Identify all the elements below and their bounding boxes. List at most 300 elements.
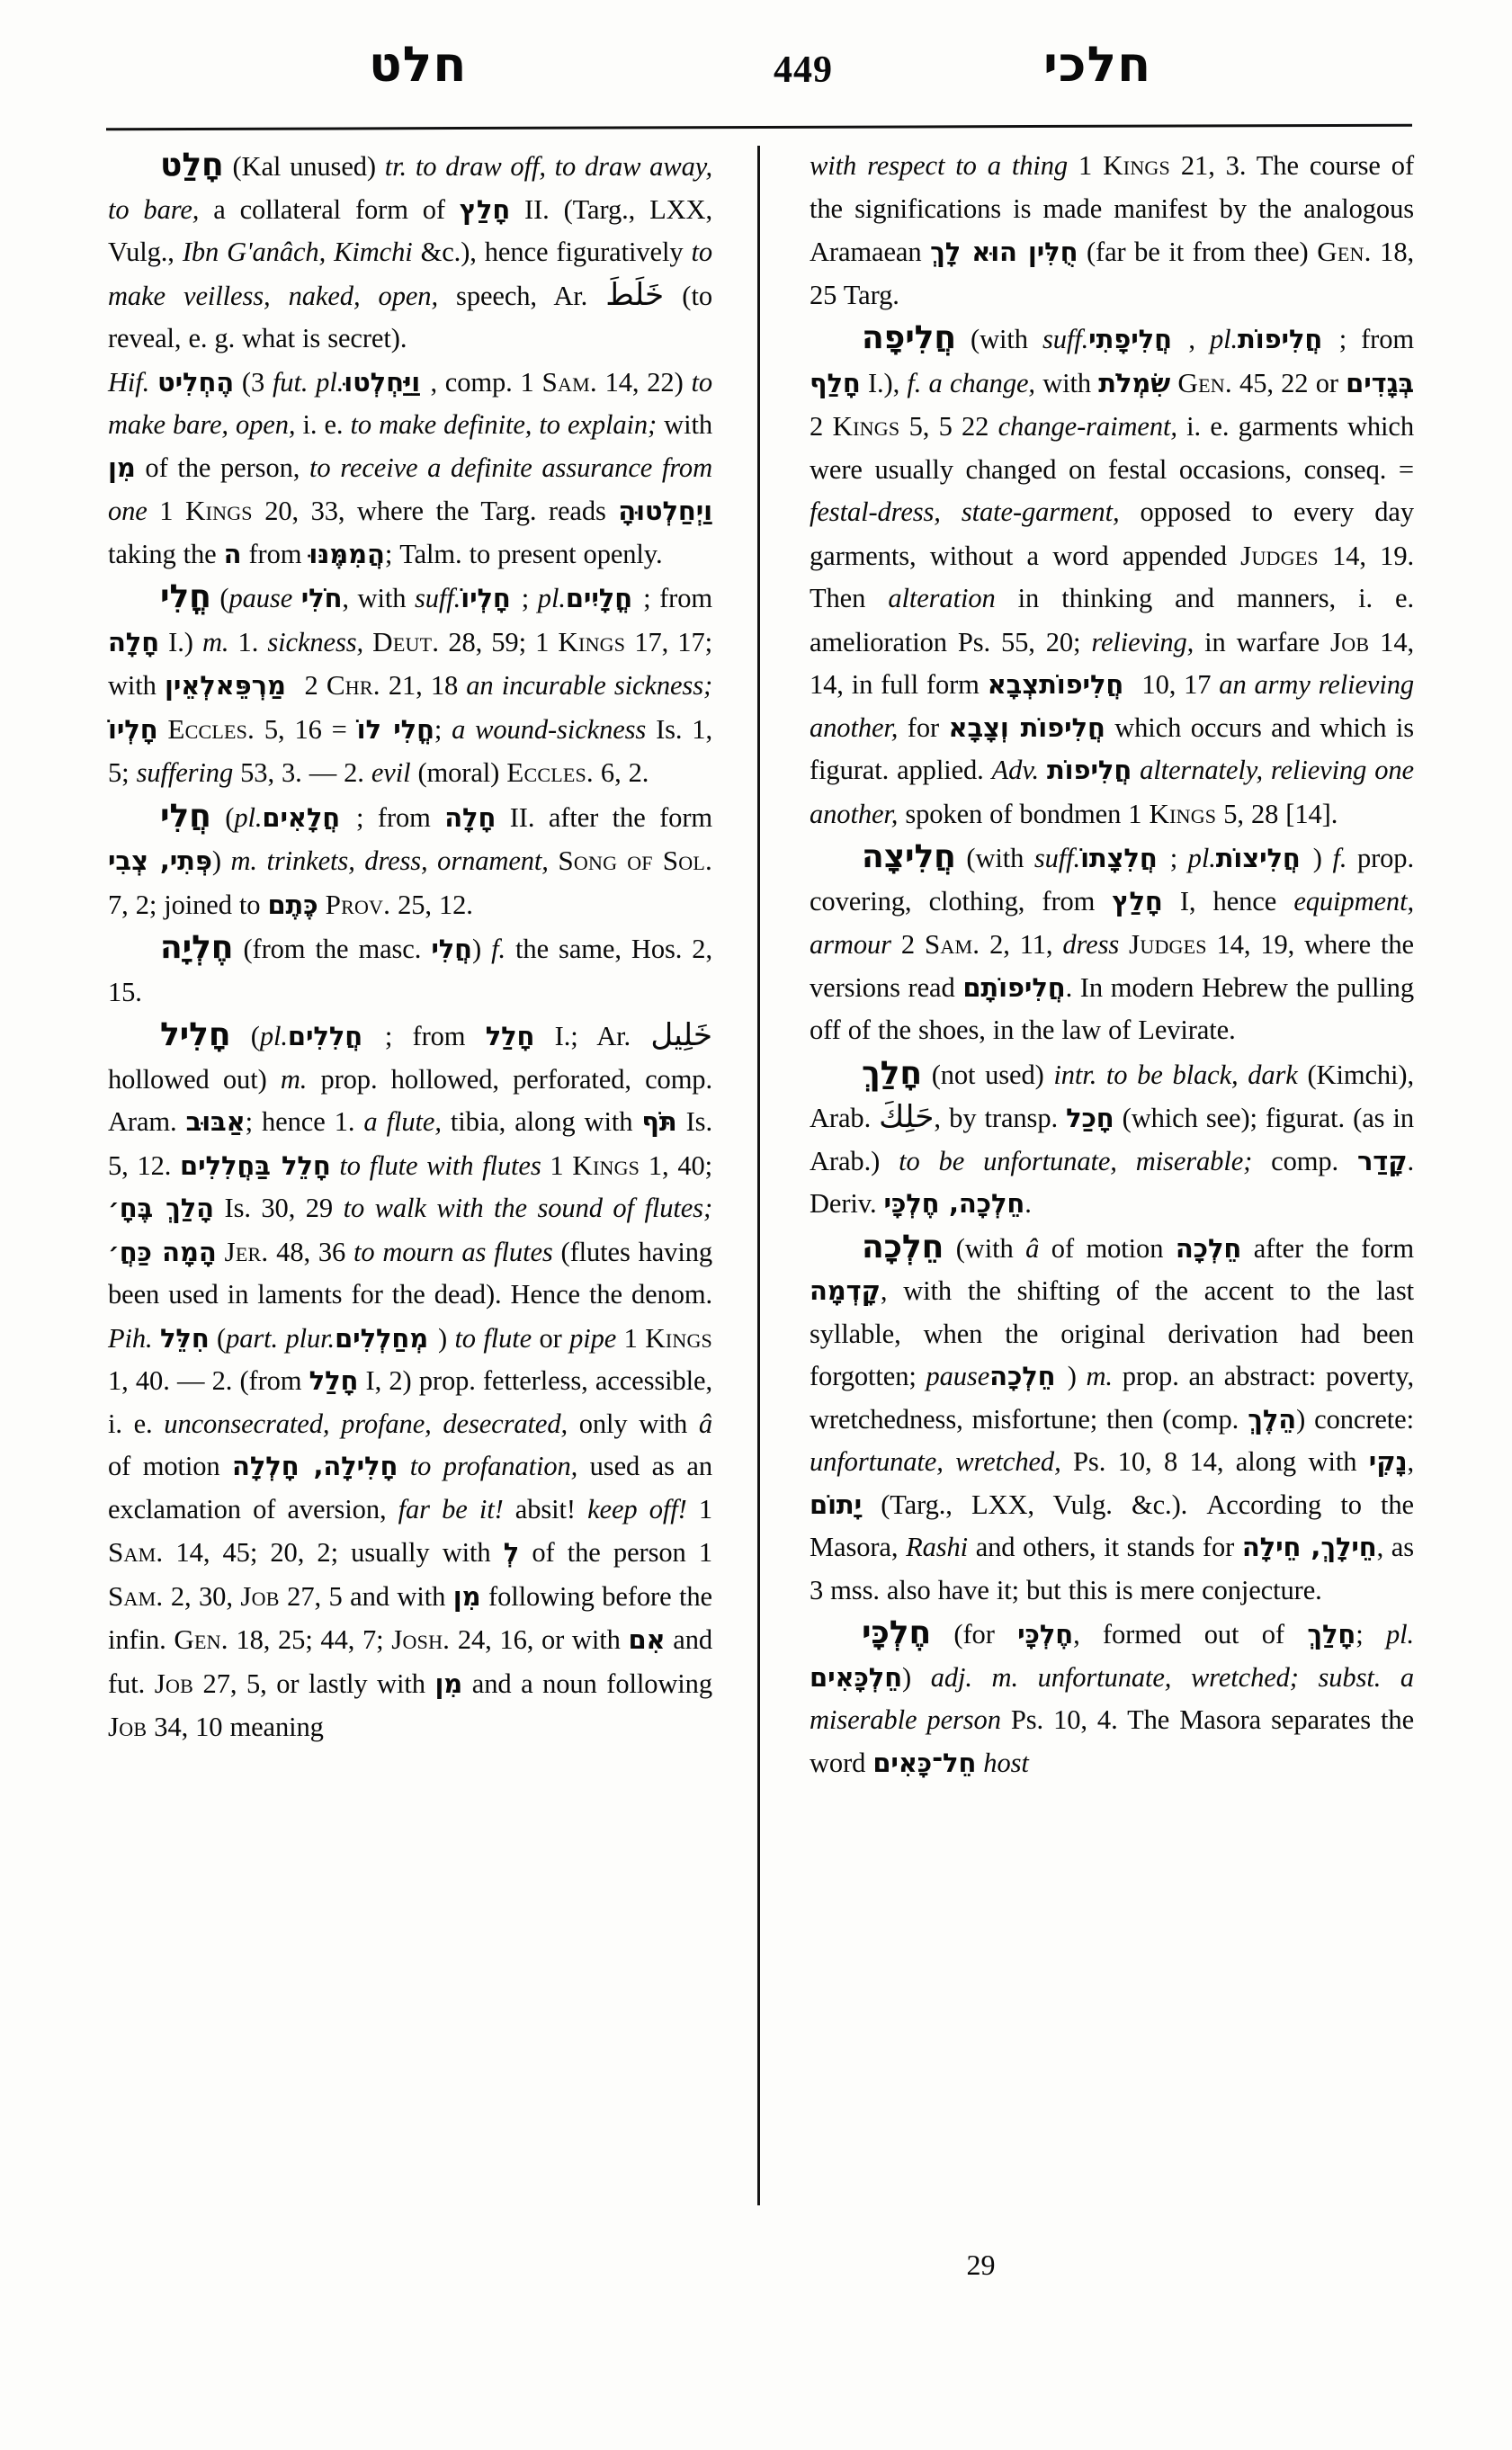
body-text: a collateral form of bbox=[199, 193, 460, 225]
dictionary-entry bbox=[108, 795, 712, 927]
gloss-text: f. a change, bbox=[907, 367, 1035, 398]
gloss-text: f. bbox=[491, 934, 505, 964]
hebrew-word: פְּתִי, צְבִי bbox=[108, 845, 212, 876]
hebrew-word: יָתוֹם bbox=[810, 1489, 863, 1520]
body-text bbox=[158, 714, 168, 745]
gloss-text: tr. to draw off, to draw away, to bare, bbox=[108, 151, 712, 225]
hebrew-word: הָלַךְ בֶּחָ׳ bbox=[108, 1193, 214, 1223]
gloss-text: a wound-sickness bbox=[452, 713, 647, 745]
body-text: spoken of bondmen 1 bbox=[898, 798, 1150, 829]
hebrew-word: חֳלָיִים bbox=[565, 583, 644, 613]
body-text: 1, 40. — 2. (from bbox=[108, 1365, 309, 1396]
gloss-text: Ibn G'anâch, Kimchi bbox=[182, 237, 413, 267]
body-text: and fut. bbox=[108, 1624, 712, 1699]
body-text: 1 bbox=[686, 1493, 712, 1525]
gloss-text: to flute bbox=[454, 1322, 532, 1354]
scripture-reference: Eccles. bbox=[167, 712, 255, 745]
body-text: 18, 25; 44, 7; bbox=[228, 1624, 392, 1655]
scripture-reference: Deut. bbox=[372, 625, 440, 657]
body-text: 27, 5, or lastly with bbox=[192, 1668, 435, 1699]
body-text bbox=[1119, 929, 1129, 960]
hebrew-word: חָלָה bbox=[444, 801, 497, 833]
gloss-text: pause bbox=[228, 583, 301, 613]
gloss-text: f. bbox=[1332, 843, 1347, 873]
body-text: 14, 22) bbox=[596, 366, 692, 398]
body-text: 10, 17 bbox=[1133, 669, 1220, 700]
gloss-text: to make bare, open, bbox=[108, 366, 712, 440]
gloss-text: with respect to a thing bbox=[810, 150, 1069, 181]
running-head-left-word: חלט bbox=[369, 36, 468, 93]
hebrew-word: חֵלְכָּאִים bbox=[810, 1661, 903, 1693]
hebrew-word: חֲלִצָתוֹ bbox=[1080, 843, 1170, 873]
body-text: ( bbox=[210, 801, 235, 833]
body-text: after the form bbox=[1241, 1232, 1414, 1264]
gloss-text: â bbox=[698, 1408, 712, 1439]
scripture-reference: Kings bbox=[1103, 149, 1170, 181]
scripture-reference: Gen. bbox=[1177, 366, 1232, 398]
hebrew-lemma: חָלַךְ bbox=[862, 1054, 922, 1092]
body-text: ; bbox=[1169, 843, 1188, 873]
hebrew-word: חֲלִיפוֹת bbox=[1046, 755, 1132, 785]
body-text bbox=[217, 1237, 225, 1267]
hebrew-word: חֲלִיפוֹת bbox=[1039, 669, 1134, 700]
scripture-reference: Song of Sol. bbox=[558, 845, 712, 876]
gloss-text: m. bbox=[1086, 1361, 1113, 1391]
body-text: ) bbox=[437, 1322, 455, 1354]
hebrew-word: חֲלִיפָתִי bbox=[1088, 324, 1189, 354]
body-text: with bbox=[657, 409, 712, 440]
body-text: ; from bbox=[384, 1021, 486, 1051]
hebrew-lemma: חֲלִיפָה bbox=[862, 319, 956, 356]
gloss-text: to profanation, bbox=[398, 1451, 578, 1481]
body-text: Is. 30, 29 bbox=[213, 1193, 344, 1223]
hebrew-word: חָלְיוֹ bbox=[461, 583, 522, 613]
body-text: taking the bbox=[108, 538, 224, 569]
body-text: prop. an abstract: poverty, wretchedness, misfortune; then (comp. bbox=[810, 1361, 1414, 1435]
hebrew-word: ה bbox=[223, 538, 242, 569]
body-text: and others, it stands for bbox=[968, 1532, 1242, 1562]
gloss-text: pl. bbox=[234, 801, 263, 833]
body-text: I.), bbox=[860, 367, 908, 398]
body-text: 6, 2. bbox=[593, 757, 649, 788]
hebrew-word: חָלַךְ bbox=[1307, 1619, 1356, 1650]
body-text: II. after the form bbox=[496, 801, 713, 833]
gloss-text: an incurable sickness; bbox=[466, 670, 713, 701]
body-text: ( bbox=[210, 583, 229, 613]
scripture-reference: Eccles. bbox=[506, 756, 594, 788]
gloss-text: Pih. bbox=[108, 1322, 160, 1354]
scripture-reference: Sam. bbox=[108, 1579, 164, 1612]
body-text: only with bbox=[568, 1408, 699, 1439]
hebrew-lemma: חֶלְכָּי bbox=[862, 1614, 932, 1651]
body-text: speech, Ar. bbox=[437, 280, 606, 311]
body-text: hollowed out) bbox=[108, 1063, 281, 1095]
scripture-reference: Josh. bbox=[391, 1623, 451, 1655]
gloss-text: evil bbox=[371, 757, 411, 788]
body-text: , by transp. bbox=[934, 1103, 1067, 1133]
hebrew-word: חֲלִיפוֹתָם bbox=[962, 971, 1066, 1003]
body-text: 53, 3. — 2. bbox=[233, 757, 371, 788]
body-text: comp. bbox=[1252, 1145, 1357, 1176]
body-text: , bbox=[1188, 324, 1210, 354]
body-text: 1. bbox=[228, 626, 268, 657]
gloss-text: unfortunate, wretched, bbox=[810, 1446, 1061, 1477]
body-text: , comp. 1 bbox=[430, 366, 542, 398]
body-text: , bbox=[1407, 1446, 1415, 1477]
hebrew-lemma: חֵלְכָה bbox=[862, 1228, 944, 1265]
body-text: , formed out of bbox=[1073, 1619, 1308, 1650]
hebrew-word: חֲלָאִים bbox=[262, 801, 357, 833]
body-text: absit! bbox=[503, 1493, 588, 1525]
body-text: , as 3 mss. also have it; but this is mere conjecture. bbox=[810, 1532, 1415, 1605]
gloss-text: festal-dress, state-garment, bbox=[810, 496, 1120, 527]
body-text: 18, 25 Targ. bbox=[810, 237, 1414, 310]
dictionary-entry bbox=[810, 836, 1414, 1052]
running-head-right-word: חלכי bbox=[1043, 36, 1152, 93]
body-text: i. e. bbox=[295, 409, 351, 440]
hebrew-word: מְחַלְלִים bbox=[335, 1322, 438, 1354]
hebrew-word: חָלַל bbox=[309, 1365, 359, 1396]
scripture-reference: Kings bbox=[558, 625, 626, 657]
dictionary-entry bbox=[108, 144, 712, 361]
body-text: ) bbox=[211, 845, 231, 876]
hebrew-word: בְּגָדִים bbox=[1346, 367, 1415, 398]
gloss-text: keep off! bbox=[587, 1493, 687, 1525]
gloss-text: â bbox=[1025, 1232, 1040, 1264]
hebrew-word: חָלַל bbox=[485, 1021, 535, 1051]
gloss-text: to mourn as flutes bbox=[353, 1236, 553, 1267]
body-text: for bbox=[898, 711, 949, 743]
hebrew-word: וַיַּחְלְטוּ bbox=[344, 366, 431, 398]
scripture-reference: Job bbox=[108, 1711, 148, 1742]
entry-continuation bbox=[108, 361, 712, 577]
body-text: ; Talm. to present openly. bbox=[384, 538, 663, 569]
gloss-text: pl. bbox=[1385, 1619, 1415, 1650]
scripture-reference: Judges bbox=[1240, 539, 1319, 571]
gloss-text: sickness, bbox=[267, 626, 364, 657]
body-text: or bbox=[532, 1322, 570, 1354]
dictionary-entry bbox=[108, 576, 712, 795]
scripture-reference: Kings bbox=[184, 495, 253, 526]
body-text: 48, 36 bbox=[268, 1236, 354, 1267]
body-text: (Kal unused) bbox=[223, 151, 385, 182]
hebrew-word: חֲלִי bbox=[431, 934, 472, 964]
body-text: Is. 5, 12. bbox=[108, 1106, 712, 1181]
scripture-reference: Kings bbox=[832, 410, 900, 442]
hebrew-word: חֵל־כָּאִים bbox=[872, 1747, 977, 1778]
hebrew-word: חֲלִיפוֹת bbox=[1238, 324, 1339, 354]
body-text: 1 bbox=[616, 1322, 646, 1354]
body-text bbox=[318, 890, 326, 920]
body-text: 25, 12. bbox=[390, 889, 473, 920]
hebrew-lemma: חֲלִי bbox=[160, 797, 211, 835]
gloss-text: m. bbox=[201, 626, 229, 657]
body-text: opposed to every day garments, without a word appended bbox=[810, 496, 1414, 571]
body-text: ; from bbox=[643, 583, 712, 613]
body-text: 34, 10 meaning bbox=[147, 1712, 324, 1742]
body-text: of motion bbox=[1039, 1232, 1176, 1264]
arabic-word: خَلِيل bbox=[650, 1017, 712, 1053]
scripture-reference: Judges bbox=[1129, 928, 1207, 960]
hebrew-word: כֶּתֶם bbox=[267, 889, 318, 920]
hebrew-word: וַיְחַלְטוּהָ bbox=[618, 496, 713, 526]
body-text: in warfare bbox=[1194, 626, 1330, 657]
body-text: of motion bbox=[108, 1451, 233, 1481]
body-text: 5, 28 [14]. bbox=[1216, 798, 1338, 829]
hebrew-word: הֶחְלִיט bbox=[157, 366, 235, 398]
scripture-reference: Prov. bbox=[325, 888, 391, 920]
hebrew-word: אִם bbox=[628, 1624, 666, 1655]
body-text: (with bbox=[955, 324, 1042, 354]
scripture-reference: Sam. bbox=[541, 365, 597, 398]
body-text: Is. 1, 5; bbox=[108, 713, 712, 788]
gloss-text: relieving, bbox=[1091, 626, 1194, 657]
hebrew-word: חֳלִי לוֹ bbox=[356, 713, 434, 745]
gloss-text: alternately, relieving one another, bbox=[810, 755, 1414, 829]
dictionary-entry bbox=[810, 317, 1414, 836]
body-text: of the person, bbox=[135, 452, 309, 483]
gloss-text: a flute, bbox=[363, 1106, 442, 1137]
hebrew-word: חָלְיוֹ bbox=[108, 713, 158, 745]
body-text: tibia, along with bbox=[441, 1106, 642, 1137]
scripture-reference: Chr. bbox=[326, 669, 380, 701]
body-text: 17, 17; with bbox=[108, 626, 712, 701]
body-text: 2, 30, bbox=[163, 1580, 241, 1612]
hebrew-word: חֵלְכָה bbox=[989, 1361, 1068, 1391]
gloss-text: host bbox=[976, 1747, 1029, 1778]
body-text: (flutes having been used in laments for the dead). Hence the denom. bbox=[108, 1236, 712, 1310]
body-text bbox=[549, 845, 559, 876]
body-text: 28, 59; 1 bbox=[439, 626, 559, 657]
body-text: , with the shifting of the accent to the last syllable, when the original derivation had been forgotten; bbox=[810, 1275, 1414, 1391]
gloss-text: intr. to be black, dark bbox=[1053, 1059, 1298, 1090]
body-text: which occurs and which is figurat. applied. bbox=[810, 711, 1414, 785]
body-text: ( bbox=[209, 1322, 227, 1354]
body-text: 1, 40; bbox=[640, 1149, 712, 1181]
gloss-text: dress bbox=[1062, 929, 1120, 960]
body-text: I, hence bbox=[1162, 885, 1294, 917]
scripture-reference: Sam. bbox=[108, 1536, 164, 1568]
gloss-text: pipe bbox=[569, 1322, 617, 1354]
gloss-text: fut. pl. bbox=[272, 366, 344, 398]
body-text: prop. hollowed, perforated, comp. Aram. bbox=[108, 1063, 712, 1137]
gloss-text: subst. a miserable person bbox=[810, 1661, 1414, 1735]
body-text: 1 bbox=[1068, 150, 1104, 181]
hebrew-word: מַרְפֵּא bbox=[215, 670, 297, 701]
body-text: 14, 19, where the versions read bbox=[810, 929, 1414, 1003]
gloss-text: Rashi bbox=[906, 1532, 969, 1562]
body-text: 21, 3. The course of the significations is made manifest by the analogous Aramaean bbox=[810, 150, 1414, 267]
page-signature-row bbox=[0, 2249, 1512, 2282]
gloss-text: suffering bbox=[136, 757, 234, 788]
hebrew-word: חָלִילָה, חָלְלָה bbox=[232, 1451, 398, 1481]
dictionary-entry bbox=[810, 1226, 1414, 1613]
scripture-reference: Job bbox=[240, 1579, 280, 1612]
body-text: ) concrete: bbox=[1296, 1403, 1414, 1435]
body-text: Ps. 10, 4. The Masora separates the word bbox=[810, 1704, 1414, 1778]
hebrew-word: חָכַל bbox=[1066, 1103, 1114, 1133]
scripture-reference: Job bbox=[154, 1667, 193, 1699]
hebrew-word: חָלָה bbox=[108, 626, 160, 657]
gloss-text: pause bbox=[926, 1361, 990, 1391]
body-text: ) bbox=[902, 1661, 931, 1693]
hebrew-word: חָלַץ bbox=[459, 193, 511, 225]
body-text: (not used) bbox=[921, 1059, 1054, 1090]
gloss-text: change-raiment, bbox=[998, 411, 1177, 442]
scripture-reference: Gen. bbox=[174, 1623, 228, 1655]
gloss-text: part. plur. bbox=[226, 1322, 336, 1354]
body-text: ; bbox=[1355, 1619, 1386, 1650]
hebrew-word: חֵילָךְ, חֵילָה bbox=[1241, 1532, 1377, 1562]
hebrew-word: חֲלִיפוֹת וְצָבָא bbox=[948, 711, 1105, 743]
gloss-text: unconsecrated, profane, desecrated, bbox=[164, 1408, 568, 1439]
body-text: . In modern Hebrew the pulling off of the shoes, in the law of Levirate. bbox=[810, 971, 1414, 1045]
hebrew-word: קָדְמָה bbox=[810, 1275, 881, 1306]
gloss-text: pl. bbox=[537, 583, 566, 613]
body-text: 24, 16, or with bbox=[450, 1624, 629, 1655]
body-text: in thinking and manners, i. e. amelioration Ps. 55, 20; bbox=[810, 583, 1414, 657]
body-text: 2 bbox=[296, 670, 327, 701]
gloss-text: to receive a definite assurance from one bbox=[108, 452, 712, 526]
body-text: 21, 18 bbox=[380, 670, 467, 701]
body-text: ; from bbox=[356, 801, 445, 833]
gloss-text: adj. m. unfortunate, wretched; bbox=[930, 1661, 1299, 1693]
body-text: (3 bbox=[234, 366, 273, 398]
gloss-text: pl. bbox=[259, 1021, 288, 1051]
gloss-text: an army relieving another, bbox=[810, 669, 1414, 743]
body-text: I, 2) prop. fetterless, accessible, i. e. bbox=[108, 1365, 712, 1439]
body-text: (which see); figurat. (as in Arab.) bbox=[810, 1103, 1414, 1176]
body-text: 14, 45; 20, 2; usually with bbox=[163, 1537, 504, 1568]
hebrew-word: חֲלִלִים bbox=[287, 1021, 385, 1051]
body-text: (to reveal, e. g. what is secret). bbox=[108, 280, 712, 353]
body-text: 45, 22 or bbox=[1231, 367, 1346, 398]
body-text: (for bbox=[931, 1619, 1018, 1650]
gloss-text: equipment, armour bbox=[810, 885, 1414, 960]
body-text: ; hence 1. bbox=[245, 1106, 364, 1137]
body-text: (Targ., LXX, Vulg. &c.). According to the Masora, bbox=[810, 1489, 1414, 1562]
hebrew-word: חֲלִיצוֹת bbox=[1215, 843, 1313, 873]
hebrew-word: חֹלִי bbox=[300, 583, 343, 613]
hebrew-word: נָקִי bbox=[1368, 1446, 1408, 1477]
body-text: ) bbox=[471, 934, 492, 964]
scripture-reference: Kings bbox=[645, 1321, 712, 1354]
body-text: (with bbox=[944, 1232, 1026, 1264]
hebrew-word: חֶלְכָּי bbox=[1017, 1619, 1074, 1650]
body-text: 2 bbox=[810, 411, 833, 442]
body-text: 5, 16 = bbox=[255, 713, 357, 745]
body-text: with bbox=[1034, 367, 1099, 398]
dictionary-entry bbox=[108, 926, 712, 1014]
hebrew-word: חֻלִּין הוּא לָךְ bbox=[930, 237, 1078, 267]
body-text: ; from bbox=[1338, 324, 1414, 354]
entry-continuation bbox=[810, 144, 1414, 317]
dictionary-entry bbox=[810, 1612, 1414, 1784]
body-text: 2 bbox=[890, 929, 925, 960]
gloss-text: to flute with flutes bbox=[330, 1149, 541, 1181]
arabic-word: حَلِكَ bbox=[879, 1099, 935, 1135]
hebrew-word: צְבָא bbox=[987, 669, 1040, 700]
dictionary-entry bbox=[108, 1014, 712, 1749]
header-rule bbox=[106, 124, 1412, 131]
body-text: I.) bbox=[159, 626, 202, 657]
body-text: (far be it from thee) bbox=[1078, 237, 1318, 267]
body-text: 5, 5 22 bbox=[899, 411, 998, 442]
scripture-reference: Kings bbox=[572, 1149, 640, 1181]
hebrew-word: קָדַר bbox=[1356, 1145, 1408, 1176]
hebrew-word: מִן bbox=[452, 1580, 481, 1612]
hebrew-word: שִׂמְלֹת bbox=[1098, 367, 1171, 398]
gloss-text: pl. bbox=[1187, 843, 1216, 873]
body-text: of the person 1 bbox=[519, 1537, 712, 1568]
body-text: the same, Hos. 2, 15. bbox=[108, 934, 712, 1007]
hebrew-word: לְאֵין bbox=[164, 670, 216, 701]
body-text: Ps. 10, 8 14, along with bbox=[1060, 1446, 1369, 1477]
body-text: from bbox=[241, 538, 309, 569]
body-text: II. (Targ., LXX, Vulg., bbox=[108, 193, 713, 267]
body-text: . Deriv. bbox=[810, 1145, 1414, 1219]
hebrew-word: הָמָה כַּחֲ׳ bbox=[108, 1236, 217, 1267]
gloss-text: pl. bbox=[1209, 324, 1239, 354]
body-text: ) bbox=[1312, 843, 1333, 873]
body-text: , with bbox=[342, 583, 416, 613]
body-text: ; bbox=[434, 713, 452, 745]
hebrew-word: חֵלְכָה, חֶלְכָּי bbox=[883, 1188, 1025, 1219]
gloss-text: to make veilless, naked, open, bbox=[108, 237, 713, 311]
body-text: ) bbox=[1067, 1361, 1087, 1391]
hebrew-word: מִן bbox=[434, 1668, 463, 1699]
body-text: (Kimchi), Arab. bbox=[810, 1059, 1414, 1133]
scripture-reference: Gen. bbox=[1317, 236, 1372, 267]
hebrew-word: הֵלֶךְ bbox=[1248, 1403, 1297, 1435]
body-text: used as an exclamation of aversion, bbox=[108, 1451, 712, 1525]
hebrew-lemma: חָלַט bbox=[160, 147, 224, 183]
running-head bbox=[108, 36, 1412, 124]
body-text: i. e. garments which were usually changed on festal occasions, conseq. = bbox=[810, 411, 1414, 485]
gloss-text: suff. bbox=[1033, 843, 1081, 873]
body-text: 20, 33, where the Targ. reads bbox=[252, 496, 619, 526]
page-number: 449 bbox=[774, 49, 833, 91]
body-text: 7, 2; joined to bbox=[108, 889, 268, 920]
hebrew-lemma: חֳלִי bbox=[160, 578, 211, 615]
gloss-text: suff. bbox=[415, 583, 461, 613]
body-text: 14, 14, in full form bbox=[810, 626, 1414, 700]
body-text: 27, 5 and with bbox=[279, 1580, 453, 1612]
body-text: . bbox=[1024, 1188, 1032, 1219]
body-text: 1 bbox=[147, 496, 185, 526]
hebrew-lemma: חֶלְיָה bbox=[160, 929, 234, 966]
hebrew-word: חָלֵל בַּחֲלִלִים bbox=[180, 1149, 331, 1181]
body-text: prop. covering, clothing, from bbox=[810, 843, 1414, 917]
hebrew-word: מִן bbox=[108, 452, 136, 483]
hebrew-lemma: חָלִיל bbox=[160, 1016, 231, 1053]
gloss-text: Adv. bbox=[991, 755, 1047, 785]
gloss-text: m. bbox=[280, 1063, 308, 1095]
body-text: (with bbox=[955, 843, 1034, 873]
hebrew-word: חֵלְכָה bbox=[1175, 1232, 1242, 1264]
scripture-reference: Kings bbox=[1149, 797, 1217, 829]
hebrew-word: חָלַף bbox=[810, 367, 861, 398]
hebrew-word: תֹּף bbox=[641, 1106, 677, 1137]
gloss-text: to make definite, to explain; bbox=[350, 409, 658, 440]
hebrew-word: אַבּוּב bbox=[185, 1106, 246, 1137]
gloss-text: suff. bbox=[1042, 324, 1089, 354]
body-text: (moral) bbox=[410, 757, 507, 788]
dictionary-entry bbox=[810, 1052, 1414, 1226]
left-column bbox=[108, 144, 712, 2240]
page-columns bbox=[108, 144, 1414, 2240]
gloss-text: alteration bbox=[888, 583, 996, 613]
